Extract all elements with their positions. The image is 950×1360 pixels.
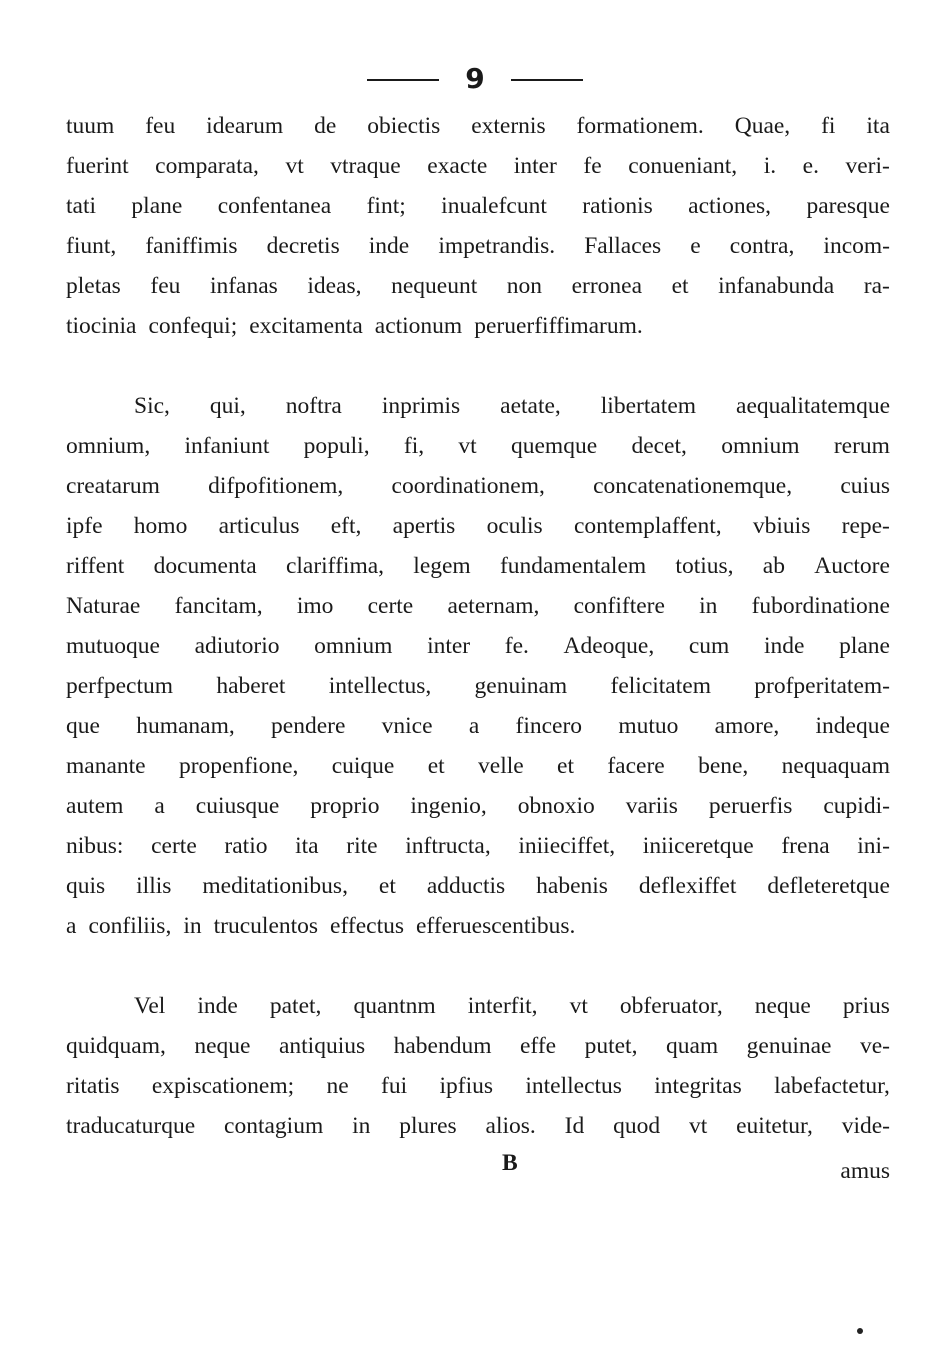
page-header [0, 58, 950, 98]
text-line: autem a cuiusque proprio ingenio, obnoxio variis peruerfis cupidi- [66, 793, 890, 819]
text-line: manante propenfione, cuique et velle et facere bene, nequaquam [66, 753, 890, 779]
header-rule-right [511, 79, 583, 81]
paragraph [66, 986, 890, 1146]
text-line: ritatis expiscationem; ne fui ipfius intellectus integritas labefactetur, [66, 1073, 890, 1099]
signature-mark: B [502, 1150, 518, 1176]
paragraph [66, 106, 890, 346]
paragraph-gap [66, 946, 890, 986]
text-line: riffent documenta clariffima, legem fundamentalem totius, ab Auctore [66, 553, 890, 579]
page-footer [66, 1150, 890, 1190]
text-line: Vel inde patet, quantnm interfit, vt obferuator, neque prius [134, 993, 890, 1019]
text-line: nibus: certe ratio ita rite inftructa, iniieciffet, iniiceretque frena ini- [66, 833, 890, 859]
text-line: perfpectum haberet intellectus, genuinam felicitatem profperitatem- [66, 673, 890, 699]
text-line: pletas feu infanas ideas, nequeunt non erronea et infanabunda ra- [66, 273, 890, 299]
text-line: omnium, infaniunt populi, fi, vt quemque decet, omnium rerum [66, 433, 890, 459]
text-line: tati plane confentanea fint; inualefcunt rationis actiones, paresque [66, 193, 890, 219]
text-line: que humanam, pendere vnice a fincero mutuo amore, indeque [66, 713, 890, 739]
text-line: fiunt, faniffimis decretis inde impetrandis. Fallaces e contra, incom- [66, 233, 890, 259]
header-rule-left [367, 79, 439, 81]
page-number: 9 [465, 61, 485, 95]
text-line: Naturae fancitam, imo certe aeternam, confiftere in fubordinatione [66, 593, 890, 619]
page-body-text [66, 106, 890, 1146]
text-line: ipfe homo articulus eft, apertis oculis contemplaffent, vbiuis repe- [66, 513, 890, 539]
text-line: tiocinia confequi; excitamenta actionum peruerfiffimarum. [66, 313, 643, 339]
text-line: quidquam, neque antiquius habendum effe putet, quam genuinae ve- [66, 1033, 890, 1059]
ink-speck [857, 1328, 863, 1334]
catchword: amus [840, 1158, 890, 1184]
text-line: a confiliis, in truculentos effectus efferuescentibus. [66, 913, 576, 939]
text-line: quis illis meditationibus, et adductis habenis deflexiffet defleteretque [66, 873, 890, 899]
paragraph [66, 386, 890, 946]
text-line: tuum feu idearum de obiectis externis formationem. Quae, fi ita [66, 113, 890, 139]
text-line: traducaturque contagium in plures alios. Id quod vt euitetur, vide- [66, 1113, 890, 1139]
text-line: mutuoque adiutorio omnium inter fe. Adeoque, cum inde plane [66, 633, 890, 659]
text-line: creatarum difpofitionem, coordinationem, concatenationemque, cuius [66, 473, 890, 499]
text-line: fuerint comparata, vt vtraque exacte inter fe conueniant, i. e. veri- [66, 153, 890, 179]
paragraph-gap [66, 346, 890, 386]
text-line: Sic, qui, noftra inprimis aetate, libertatem aequalitatemque [134, 393, 890, 419]
